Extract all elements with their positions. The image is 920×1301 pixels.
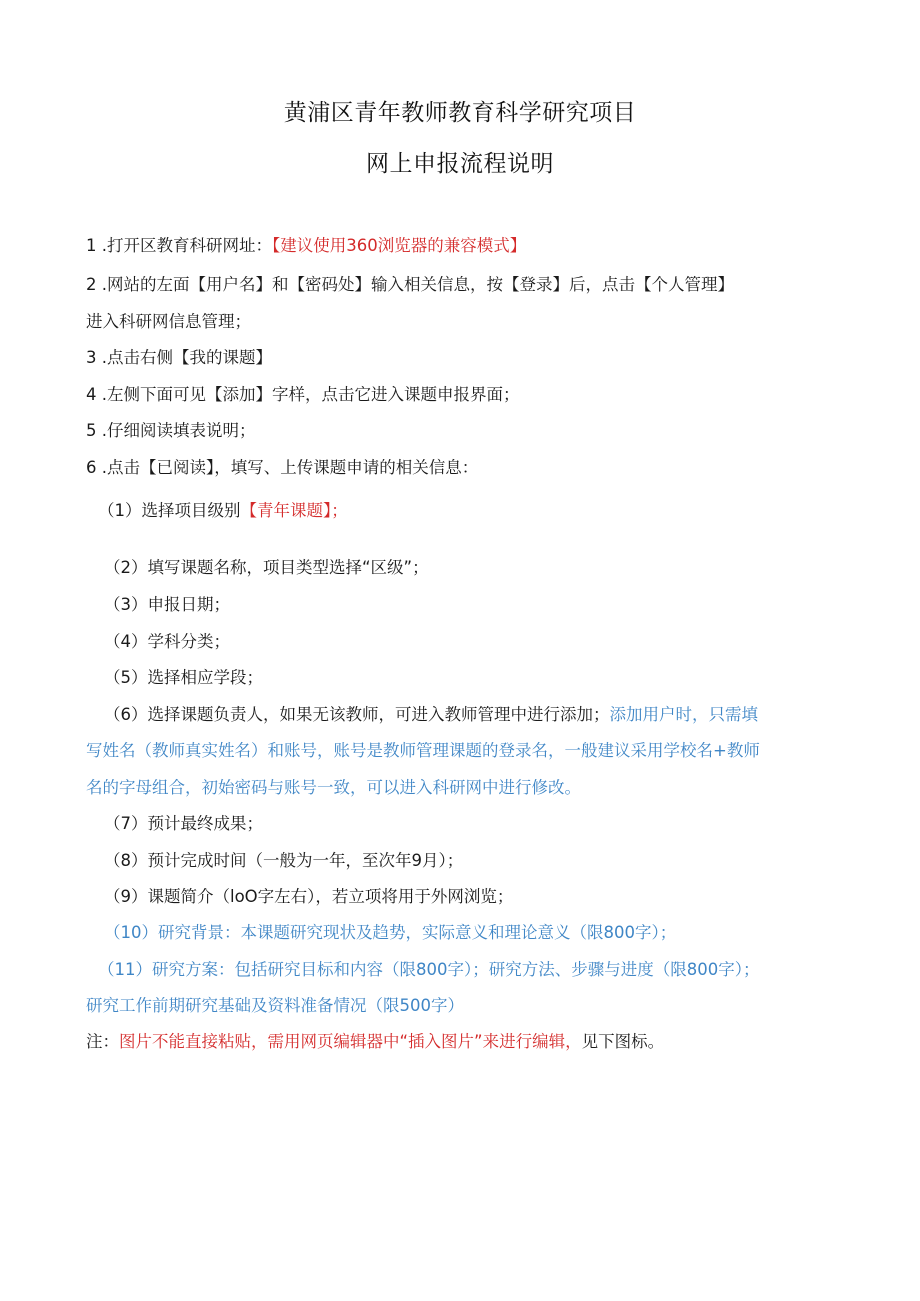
step-6	[86, 458, 478, 478]
step-text: .打开区教育科研网址：	[101, 236, 272, 255]
note-end: 见下图标。	[581, 1032, 665, 1051]
step-number: 6	[86, 458, 97, 477]
add-user-note: 添加用户时，只需填	[609, 705, 758, 724]
sub-item-7: （7）预计最终成果；	[104, 814, 263, 833]
sub-item-1	[98, 501, 348, 521]
step-2	[86, 275, 734, 295]
sub-item-text: （1）选择项目级别	[98, 501, 241, 520]
step-number: 4	[86, 385, 97, 404]
note-label: 注：	[86, 1032, 119, 1051]
sub-item-text: （6）选择课题负责人，如果无该教师，可进入教师管理中进行添加；	[104, 705, 610, 724]
step-number: 1	[86, 236, 97, 255]
step-text: .网站的左面【用户名】和【密码处】输入相关信息，按【登录】后，点击【个人管理】	[101, 275, 734, 294]
add-user-note-line-3: 名的字母组合，初始密码与账号一致，可以进入科研网中进行修改。	[86, 778, 581, 797]
add-user-note-line-2: 写姓名（教师真实姓名）和账号，账号是教师管理课题的登录名，一般建议采用学校名+教师	[86, 741, 760, 760]
sub-item-9: （9）课题简介（loO字左右），若立项将用于外网浏览；	[104, 887, 514, 906]
sub-item-4: （4）学科分类；	[104, 632, 230, 651]
step-number: 2	[86, 275, 97, 294]
step-1	[86, 236, 526, 256]
note-warning: 图片不能直接粘贴，需用网页编辑器中“插入图片”来进行编辑，	[119, 1032, 582, 1051]
step-3	[86, 348, 272, 368]
sub-item-3: （3）申报日期；	[104, 595, 230, 614]
step-text: .仔细阅读填表说明；	[101, 421, 256, 440]
browser-advice: 【建议使用360浏览器的兼容模式】	[272, 236, 527, 255]
step-5	[86, 421, 256, 441]
step-number: 5	[86, 421, 97, 440]
sub-item-8: （8）预计完成时间（一般为一年，至次年9月）；	[104, 851, 464, 870]
step-text: .左侧下面可见【添加】字样，点击它进入课题申报界面；	[101, 385, 520, 404]
sub-item-2: （2）填写课题名称，项目类型选择“区级”；	[104, 558, 429, 577]
sub-item-11: （11）研究方案：包括研究目标和内容（限800字）；研究方法、步骤与进度（限800字）；	[98, 960, 760, 979]
step-number: 3	[86, 348, 97, 367]
sub-item-10: （10）研究背景：本课题研究现状及趋势，实际意义和理论意义（限800字）；	[104, 923, 677, 942]
document-title: 黄浦区青年教师教育科学研究项目	[283, 100, 637, 126]
step-4	[86, 385, 520, 405]
sub-item-11-continued: 研究工作前期研究基础及资料准备情况（限500字）	[86, 996, 464, 1015]
step-2-continued: 进入科研网信息管理；	[86, 312, 251, 331]
step-text: .点击右侧【我的课题】	[101, 348, 272, 367]
sub-item-5: （5）选择相应学段；	[104, 668, 263, 687]
sub-item-6	[104, 705, 758, 725]
project-level: 【青年课题】；	[240, 501, 348, 520]
document-subtitle: 网上申报流程说明	[366, 151, 554, 177]
step-text: .点击【已阅读】，填写、上传课题申请的相关信息：	[101, 458, 479, 477]
note	[86, 1032, 664, 1052]
